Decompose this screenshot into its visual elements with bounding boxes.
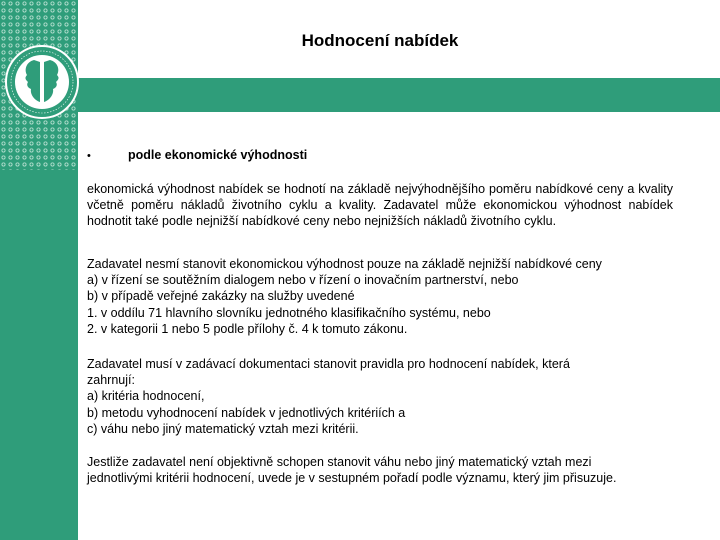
paragraph-descending-order	[87, 454, 687, 486]
text-line: a) kritéria hodnocení,	[87, 389, 205, 404]
bullet-marker: •	[87, 150, 91, 162]
text-line: jednotlivými kritérii hodnocení, uvede je v sestupném pořadí podle významu, který jim přisuzuje.	[87, 471, 617, 486]
header-band	[78, 78, 720, 112]
text-line: 1. v oddílu 71 hlavního slovníku jednotného klasifikačního systému, nebo	[87, 305, 491, 320]
text-line: Zadavatel musí v zadávací dokumentaci stanovit pravidla pro hodnocení nabídek, která	[87, 357, 570, 371]
paragraph-lowest-price-restriction	[87, 256, 673, 337]
text-line: b) metodu vyhodnocení nabídek v jednotlivých kritériích a	[87, 405, 406, 420]
text-line: 2. v kategorii 1 nebo 5 podle přílohy č. 4 k tomuto zákonu.	[87, 321, 408, 336]
page-title: Hodnocení nabídek	[301, 31, 459, 50]
text-line: a) v řízení se soutěžním dialogem nebo v řízení o inovačním partnerství, nebo	[87, 273, 519, 288]
text-line: b) v případě veřejné zakázky na služby uvedené	[87, 289, 355, 304]
paragraph-economic-advantage: ekonomická výhodnost nabídek se hodnotí na základě nejvýhodnějšího poměru nabídkové ceny a kvality včetně poměru nákladů životního cyklu a kvality. Zadavatel může ekonomickou výhodnost nabídek hodnotit také podle nejnižší nabídkové ceny nebo nejnižších nákladů životního cyklu.	[87, 182, 673, 229]
paragraph-evaluation-rules	[87, 356, 673, 437]
bullet-heading: podle ekonomické výhodnosti	[128, 148, 308, 162]
university-seal-icon	[4, 44, 80, 120]
text-line: zahrnují:	[87, 373, 135, 388]
text-line: Zadavatel nesmí stanovit ekonomickou výhodnost pouze na základě nejnižší nabídkové ceny	[87, 257, 602, 271]
text-line: Jestliže zadavatel není objektivně schopen stanovit váhu nebo jiný matematický vztah mezi	[87, 455, 592, 469]
text-line: c) váhu nebo jiný matematický vztah mezi kritérii.	[87, 421, 359, 436]
